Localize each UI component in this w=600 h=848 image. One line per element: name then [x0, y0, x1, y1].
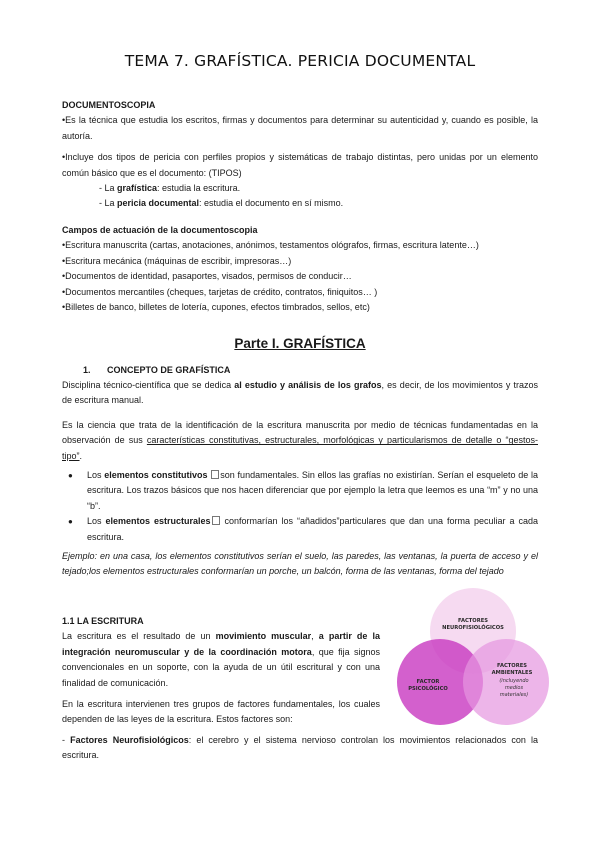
venn-label-left-2: PSICOLÓGICO [408, 686, 448, 692]
document-title: TEMA 7. GRAFÍSTICA. PERICIA DOCUMENTAL [124, 52, 476, 70]
venn-note-3: materiales) [499, 692, 529, 698]
documentoscopia-tipos: •Incluye dos tipos de pericia con perfiles propios y sistemáticas de trabajo distintas, pero unidas por un elemento común básico que es el documento: (TIPOS) [62, 152, 538, 178]
elementos-constitutivos-item [62, 468, 538, 514]
campos-item: •Billetes de banco, billetes de lotería, cupones, efectos timbrados, sellos, etc) [62, 302, 370, 313]
factores-venn-diagram [390, 585, 556, 733]
escritura-p1 [62, 629, 380, 691]
escritura-p2: En la escritura intervienen tres grupos de factores fundamentales, los cuales dependen de las leyes de la escritura. Estos factores son: [62, 699, 380, 725]
text-run: : el cerebro y el sistema nervioso controlan los movimientos relacionados con la escritura. [62, 735, 538, 761]
tipo-desc: : estudia la escritura. [157, 183, 241, 194]
tipo-prefix: - La [99, 198, 118, 209]
text-run-bold: Factores Neurofisiológicos [70, 735, 189, 745]
tipo-grafistica [62, 181, 538, 196]
section-number: 1. [83, 365, 91, 375]
documentoscopia-section [62, 98, 538, 212]
tipo-term: pericia documental [117, 198, 200, 209]
tipo-pericia-documental [62, 196, 538, 211]
escritura-heading: 1.1 LA ESCRITURA [62, 616, 144, 626]
campos-heading: Campos de actuación de la documentoscopia [62, 225, 258, 235]
part-heading: Parte I. GRAFÍSTICA [234, 336, 366, 351]
text-run: , es decir, de los movimientos y trazos de escritura manual. [62, 380, 538, 406]
text-run: son fundamentales. Sin ellos las grafías no existirían. Serían el esqueleto de la escritura. Los trazos básicos que nos hacen diferenciar que por ejemplo la letra que leemos es una “m” y no una “b”. [87, 470, 538, 511]
tipo-term: grafística [117, 183, 158, 194]
escritura-p3 [62, 733, 538, 764]
text-run: , [311, 631, 319, 642]
text-run-underlined: características constitutivas, estructurales, morfológicas y particularismos de detalle o “gestos-tipo” [62, 435, 538, 461]
documentoscopia-heading: DOCUMENTOSCOPIA [62, 100, 156, 110]
venn-note-1: (incluyendo [499, 678, 529, 684]
text-run-bold: a partir de la integración neuromuscular y de la coordinación motora [62, 631, 380, 657]
campos-item: •Escritura manuscrita (cartas, anotaciones, anónimos, testamentos ológrafos, firmas, escritura latente…) [62, 240, 479, 251]
venn-label-right-1: FACTORES [497, 663, 527, 669]
text-run-bold: elementos estructurales [105, 516, 211, 527]
section-title: CONCEPTO DE GRAFÍSTICA [107, 365, 231, 375]
venn-note-2: medios [504, 685, 524, 691]
escritura-section [62, 614, 380, 728]
text-run-bold: al estudio y análisis de los grafos [234, 380, 382, 390]
grafistica-definition [62, 378, 538, 409]
text-run: conformarían los “añadidos”particulares que dan una forma peculiar a cada escritura. [87, 516, 538, 542]
campos-item: •Documentos de identidad, pasaportes, visados, permisos de conducir… [62, 271, 352, 282]
text-run: , que fija signos convencionales en un soporte, con la ayuda de un útil escritural y con una finalidad de comunicación. [62, 646, 380, 688]
text-run: Los [87, 470, 105, 480]
elementos-estructurales-item [62, 514, 538, 545]
text-run-bold: movimiento muscular [215, 631, 312, 642]
venn-label-top-1: FACTORES [458, 618, 488, 624]
text-run: Los [87, 516, 106, 527]
ejemplo-paragraph: Ejemplo: en una casa, los elementos constitutivos serían el suelo, las paredes, las ventanas, la puerta de acceso y el tejado;los elementos estructurales conformarían un porche, un balcón, forma de las ventanas, forma del tejado [62, 551, 538, 577]
grafistica-ciencia [62, 418, 538, 464]
text-run: La escritura es el resultado de un [62, 631, 216, 642]
text-run: . [79, 450, 83, 461]
campos-section [62, 223, 538, 315]
text-run-bold: elementos constitutivos [104, 470, 208, 480]
section-heading-concepto [83, 365, 230, 375]
tipo-desc: : estudia el documento en sí mismo. [199, 198, 344, 209]
venn-label-top-2: NEUROFISIOLÓGICOS [442, 625, 504, 631]
venn-label-right-2: AMBIENTALES [491, 670, 533, 676]
text-run: Disciplina técnico-científica que se dedica [62, 380, 235, 390]
missing-glyph-icon [212, 516, 220, 525]
campos-item: •Documentos mercantiles (cheques, tarjetas de crédito, contratos, finiquitos… ) [62, 286, 378, 297]
campos-item: •Escritura mecánica (máquinas de escribir, impresoras…) [62, 255, 292, 266]
venn-label-left-1: FACTOR [416, 679, 440, 685]
text-run: Es la ciencia que trata de la identificación de la escritura manuscrita por medio de técnicas fundamentadas en la observación de sus [62, 420, 538, 446]
tipo-prefix: - La [99, 183, 118, 194]
elementos-list [62, 468, 538, 545]
text-run: - [62, 735, 71, 745]
missing-glyph-icon [211, 470, 219, 479]
documentoscopia-definition: •Es la técnica que estudia los escritos, firmas y documentos para determinar su autenticidad y, cuando es posible, la autoría. [62, 115, 538, 141]
